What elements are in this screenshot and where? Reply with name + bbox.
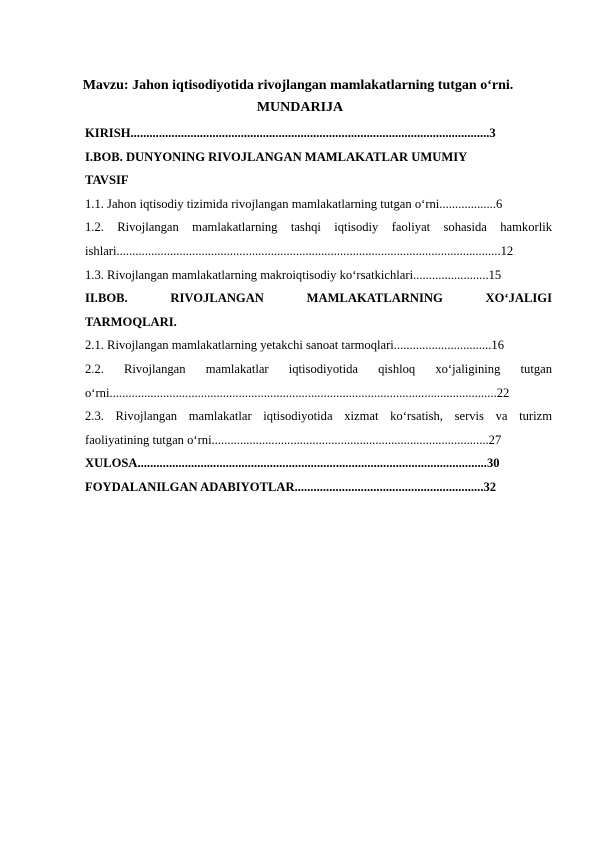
toc-entry-2-2: 2.2. Rivojlangan mamlakatlar iqtisodiyotida qishloq xo‘jaligining tutgan <box>85 361 552 376</box>
toc-entry-bibliography: FOYDALANILGAN ADABIYOTLAR............................................................32 <box>85 479 497 494</box>
toc-entry-2-3-cont: faoliyatining tutgan o‘rni........................................................................................27 <box>85 432 502 447</box>
table-of-contents <box>85 122 552 500</box>
toc-entry-chapter-1-cont: TAVSIF <box>85 173 129 188</box>
toc-entry-2-3: 2.3. Rivojlangan mamlakatlar iqtisodiyotida xizmat ko‘rsatish, servis va turizm <box>85 409 552 424</box>
toc-entry-kirish: KIRISH..................................................................................................................3 <box>85 126 496 140</box>
toc-entry-1-2: 1.2. Rivojlangan mamlakatlarning tashqi iqtisodiy faoliyat sohasida hamkorlik <box>85 220 552 235</box>
toc-entry-chapter-2-cont: TARMOQLARI. <box>85 314 177 329</box>
toc-entry-1-3: 1.3. Rivojlangan mamlakatlarning makroiqtisodiy ko‘rsatkichlari........................15 <box>85 267 502 282</box>
document-title: Mavzu: Jahon iqtisodiyotida rivojlangan mamlakatlarning tutgan o‘rni. <box>82 78 514 93</box>
toc-entry-2-2-cont: o‘rni...........................................................................................................................22 <box>85 385 510 400</box>
toc-entry-xulosa: XULOSA...............................................................................................................30 <box>85 456 500 471</box>
toc-entry-chapter-2: II.BOB. RIVOJLANGAN MAMLAKATLARNING XO‘JALIGI <box>85 291 552 306</box>
toc-entry-1-1: 1.1. Jahon iqtisodiy tizimida rivojlangan mamlakatlarning tutgan o‘rni..................6 <box>85 196 503 211</box>
toc-entry-2-1: 2.1. Rivojlangan mamlakatlarning yetakchi sanoat tarmoqlari...............................16 <box>85 338 505 353</box>
toc-entry-1-2-cont: ishlari..........................................................................................................................12 <box>85 243 514 258</box>
toc-heading: MUNDARIJA <box>256 100 344 115</box>
toc-entry-chapter-1: I.BOB. DUNYONING RIVOJLANGAN MAMLAKATLAR UMUMIY <box>85 149 468 164</box>
